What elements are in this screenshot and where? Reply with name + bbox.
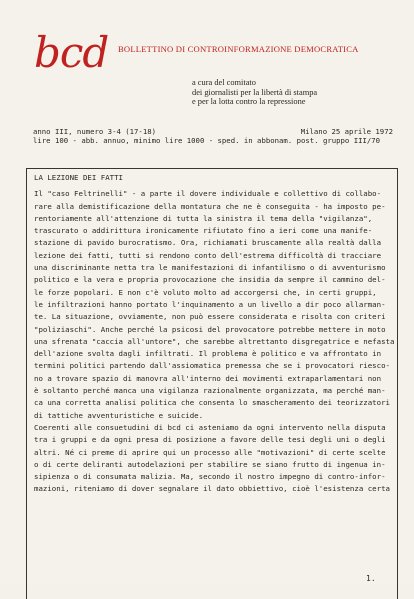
article-line: è soltanto perché manca una vigilanza razionalmente organizzata, ma perché man- [34, 386, 386, 396]
article-line: trascurato o addirittura ironicamente rifiutato fino a ieri come una manife- [34, 226, 373, 236]
article-line: dell'azione svolta dagli infiltrati. Il problema è politico e va affrontato in [34, 349, 382, 359]
article-line: lezione dei fatti, tutti si rendono conto dell'estrema difficoltà di tracciare [34, 250, 382, 260]
subtitle-line: a cura del comitato [192, 78, 256, 87]
article-line: politico e la vera e propria provocazione che insidia da sempre il cammino del- [34, 275, 386, 285]
article-line: stazione di pavido burocratismo. Ora, richiamati bruscamente alla realtà dalla [34, 238, 382, 248]
issue-info [33, 127, 393, 145]
bcd-logo: bcd [34, 28, 109, 77]
article-line: tra i gruppi e da ogni presa di posizione a favore delle tesi degli uni o degli [34, 435, 386, 445]
place-date: Milano 25 aprile 1972 [300, 127, 393, 136]
article-line: Il "caso Feltrinelli" - a parte il dovere individuale e collettivo di collabo- [34, 189, 382, 199]
masthead-title: BOLLETTINO DI CONTROINFORMAZIONE DEMOCRATICA [118, 44, 359, 54]
article [34, 172, 394, 496]
article-line: le forze popolari. E non c'è voluto molto ad accorgersi che, in certi gruppi, [34, 287, 377, 297]
issue-number: anno III, numero 3-4 (17-18) [33, 127, 157, 136]
article-line: te. La situazione, ovviamente, non può essere considerata e risolta con criteri [34, 312, 386, 322]
article-line: termini politici partendo dall'assiomatica premessa che se i provocatori riesco- [34, 361, 390, 371]
article-line: sipienza o di consumata malizia. Ma, secondo il nostro impegno di contro-infor- [34, 472, 386, 482]
article-line: Coerenti alle consuetudini di bcd ci asteniamo da ogni intervento nella disputa [34, 422, 386, 432]
article-line: rentoriamente all'attenzione di tutta la sinistra il tema della "vigilanza", [34, 213, 373, 223]
subtitle-line: dei giornalisti per la libertà di stampa [192, 87, 318, 97]
page-marker: 1. [366, 574, 376, 583]
article-line: mazioni, riteniamo di dover segnalare il dato obbiettivo, cioè l'esistenza certa [34, 484, 390, 494]
article-line: "poliziaschi". Anche perché la psicosi del provocatore potrebbe mettere in moto [34, 324, 386, 334]
article-heading: LA LEZIONE DEI FATTI [34, 173, 123, 182]
subscription-line: lire 100 - abb. annuo, minimo lire 1000 - sped. in abbonam. post. gruppo III/70 [33, 136, 381, 145]
article-line: una discriminante netta tra le manifestazioni di infantilismo o di avventurismo [34, 263, 386, 273]
article-line: ca una corretta analisi politica che consenta lo smascheramento dei teorizzatori [34, 398, 390, 408]
article-line: una sfrenata "caccia all'untore", che sarebbe altrettanto disgregatrice e nefasta [34, 336, 394, 346]
article-line: no a trovare spazio di manovra all'interno dei movimenti extraparlamentari non [34, 373, 382, 383]
article-line: o di certe deliranti autodelazioni per stabilire se siano frutto di ingenua in- [34, 459, 386, 469]
article-line: di tattiche avventuristiche e suicide. [34, 410, 204, 420]
article-body [34, 188, 394, 495]
article-line: le infiltrazioni hanno portato l'inquinamento a un livello a dir poco allarman- [34, 299, 386, 309]
article-line: rare alla demistificazione della montatura che ne è conseguita - ha imposto pe- [34, 201, 386, 211]
subtitle-line: e per la lotta contro la repressione [192, 97, 306, 107]
article-line: altri. Né ci preme di aprire qui un processo alle "motivazioni" di certe scelte [34, 447, 386, 457]
masthead-subtitle [192, 78, 317, 107]
